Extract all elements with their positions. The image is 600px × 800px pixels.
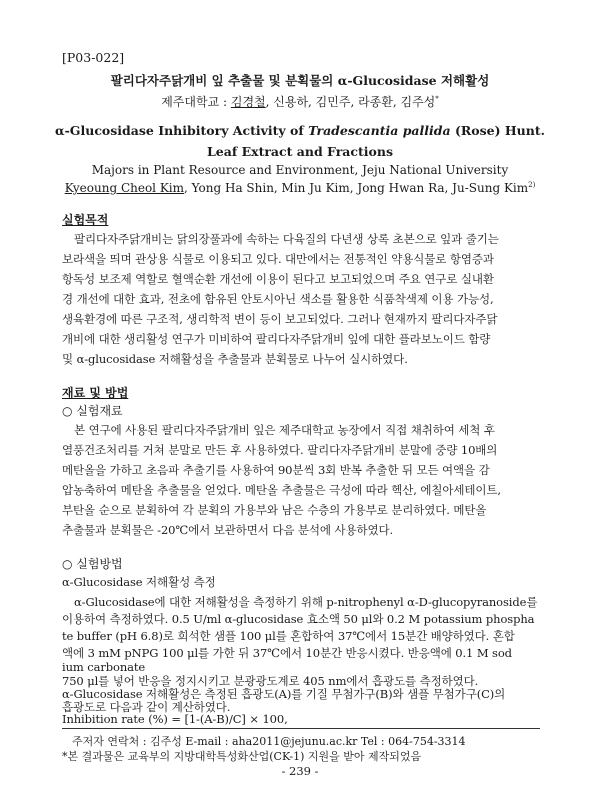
corresponding-mark: *: [435, 95, 439, 103]
purpose-heading: 실험목적: [62, 213, 109, 227]
assay-line: α-Glucosidase 저해활성은 측정된 흡광도(A)를 기질 무첨가구(B)와 샘플 무첨가구(C)의: [62, 687, 506, 701]
materials-line: 부탄올 순으로 분획하여 각 분획의 가용부와 남은 수층의 가용부로 분리하였다. 메탄올: [62, 503, 487, 517]
english-title-line2: Leaf Extract and Fractions: [207, 144, 393, 159]
assay-title: α-Glucosidase 저해활성 측정: [62, 575, 216, 589]
purpose-line: 팔리다자주닭개비는 닭의장풀과에 속하는 다육질의 다년생 상록 초본으로 잎과 줄기는: [74, 232, 499, 246]
materials-line: 본 연구에 사용된 팔리다자주닭개비 잎은 제주대학교 농장에서 직접 채취하여 세척 후: [74, 423, 495, 437]
materials-line: 메탄올을 가하고 초음파 추출기를 사용하여 90분씩 3회 반복 추출한 뒤 모든 여액을 감: [62, 463, 490, 477]
materials-line: 압농축하여 메탄올 추출물을 얻었다. 메탄올 추출물은 극성에 따라 헥산, 에칠아세테이트,: [62, 483, 501, 497]
assay-line: ium carbonate: [62, 660, 146, 674]
purpose-line: 및 α-glucosidase 저해활성을 추출물과 분획물로 나누어 실시하였다.: [62, 352, 408, 366]
footnote-contact: 주저자 연락처 : 김주성 E-mail : aha2011@jejunu.ac.kr Tel : 064-754-3314: [72, 735, 466, 748]
page-number: - 239 -: [281, 764, 319, 778]
purpose-line: 개비에 대한 생리활성 연구가 미비하여 팔리다자주닭개비 잎에 대한 플라보노이드 함량: [62, 332, 491, 346]
purpose-line: 생육환경에 따른 구조적, 생리학적 변이 등이 보고되었다. 그러나 현재까지 팔리다자주닭: [62, 312, 498, 326]
assay-line: 750 μl를 넣어 반응을 정지시키고 분광광도계로 405 nm에서 흡광도를 측정하였다.: [62, 674, 479, 688]
purpose-line: 경 개선에 대한 효과, 전초에 함유된 안토시아닌 색소를 활용한 식품착색제 이용 가능성,: [62, 292, 494, 306]
english-title-pre: α-Glucosidase Inhibitory Activity of: [55, 123, 309, 138]
assay-line: Inhibition rate (%) = [1-(A-B)/C] × 100,: [62, 712, 288, 726]
assay-line: 흡광도로 다음과 같이 계산하였다.: [62, 700, 231, 714]
footnote-funding: *본 결과물은 교육부의 지방대학특성화산업(CK-1) 지원을 받아 제작되었음: [62, 750, 422, 763]
materials-line: 추출물과 분획물은 -20℃에서 보관하면서 다음 분석에 사용하였다.: [62, 523, 394, 537]
methods-subheading: ○ 실험방법: [62, 557, 123, 571]
purpose-line: 항독성 보조제 역할로 혈액순환 개선에 이용이 된다고 보고되었으며 주요 연구로 실내환: [62, 272, 494, 286]
korean-title: 팔리다자주닭개비 잎 추출물 및 분획물의 α-Glucosidase 저해활성: [110, 73, 490, 88]
assay-line: α-Glucosidase에 대한 저해활성을 측정하기 위해 p-nitrophenyl α-D-glucopyranoside를: [74, 595, 538, 609]
english-affiliation: Majors in Plant Resource and Environment, Jeju National University: [91, 163, 509, 177]
assay-line: 이용하여 측정하였다. 0.5 U/ml α-glucosidase 효소액 50 μl와 0.2 M potassium phospha: [62, 612, 535, 626]
materials-subheading: ○ 실험재료: [62, 404, 123, 418]
materials-line: 열풍건조처리를 거쳐 분말로 만든 후 사용하였다. 팔리다자주닭개비 분말에 중량 10배의: [62, 443, 498, 457]
purpose-line: 보라색을 띄며 관상용 식물로 이용되고 있다. 대만에서는 전통적인 약용식물로 항염증과: [62, 252, 494, 266]
methods-heading: 재료 및 방법: [62, 386, 129, 400]
english-title-species: Tradescantia pallida: [308, 123, 451, 138]
english-title-line1: [0, 123, 600, 138]
english-first-author: Kyeoung Cheol Kim: [64, 181, 185, 195]
english-other-authors: , Yong Ha Shin, Min Ju Kim, Jong Hwan Ra, Ju-Sung Kim: [184, 181, 529, 195]
footnote-divider: [62, 728, 540, 729]
abstract-code: [P03-022]: [62, 50, 125, 65]
english-author-sup: 2): [528, 181, 536, 189]
korean-affiliation: 제주대학교 :: [161, 95, 231, 109]
assay-line: te buffer (pH 6.8)로 희석한 샘플 100 μl를 혼합하여 37℃에서 15분간 배양하였다. 혼합: [62, 629, 515, 643]
english-authors: [0, 181, 600, 195]
assay-line: 액에 3 mM pNPG 100 μl를 가한 뒤 37℃에서 10분간 반응시켰다. 반응액에 0.1 M sod: [62, 646, 512, 660]
korean-other-authors: , 신용하, 김민주, 라종환, 김주성: [265, 95, 436, 109]
korean-first-author: 김경철: [230, 95, 266, 109]
korean-authors: [0, 93, 600, 110]
english-title-post: (Rose) Hunt.: [450, 123, 545, 138]
